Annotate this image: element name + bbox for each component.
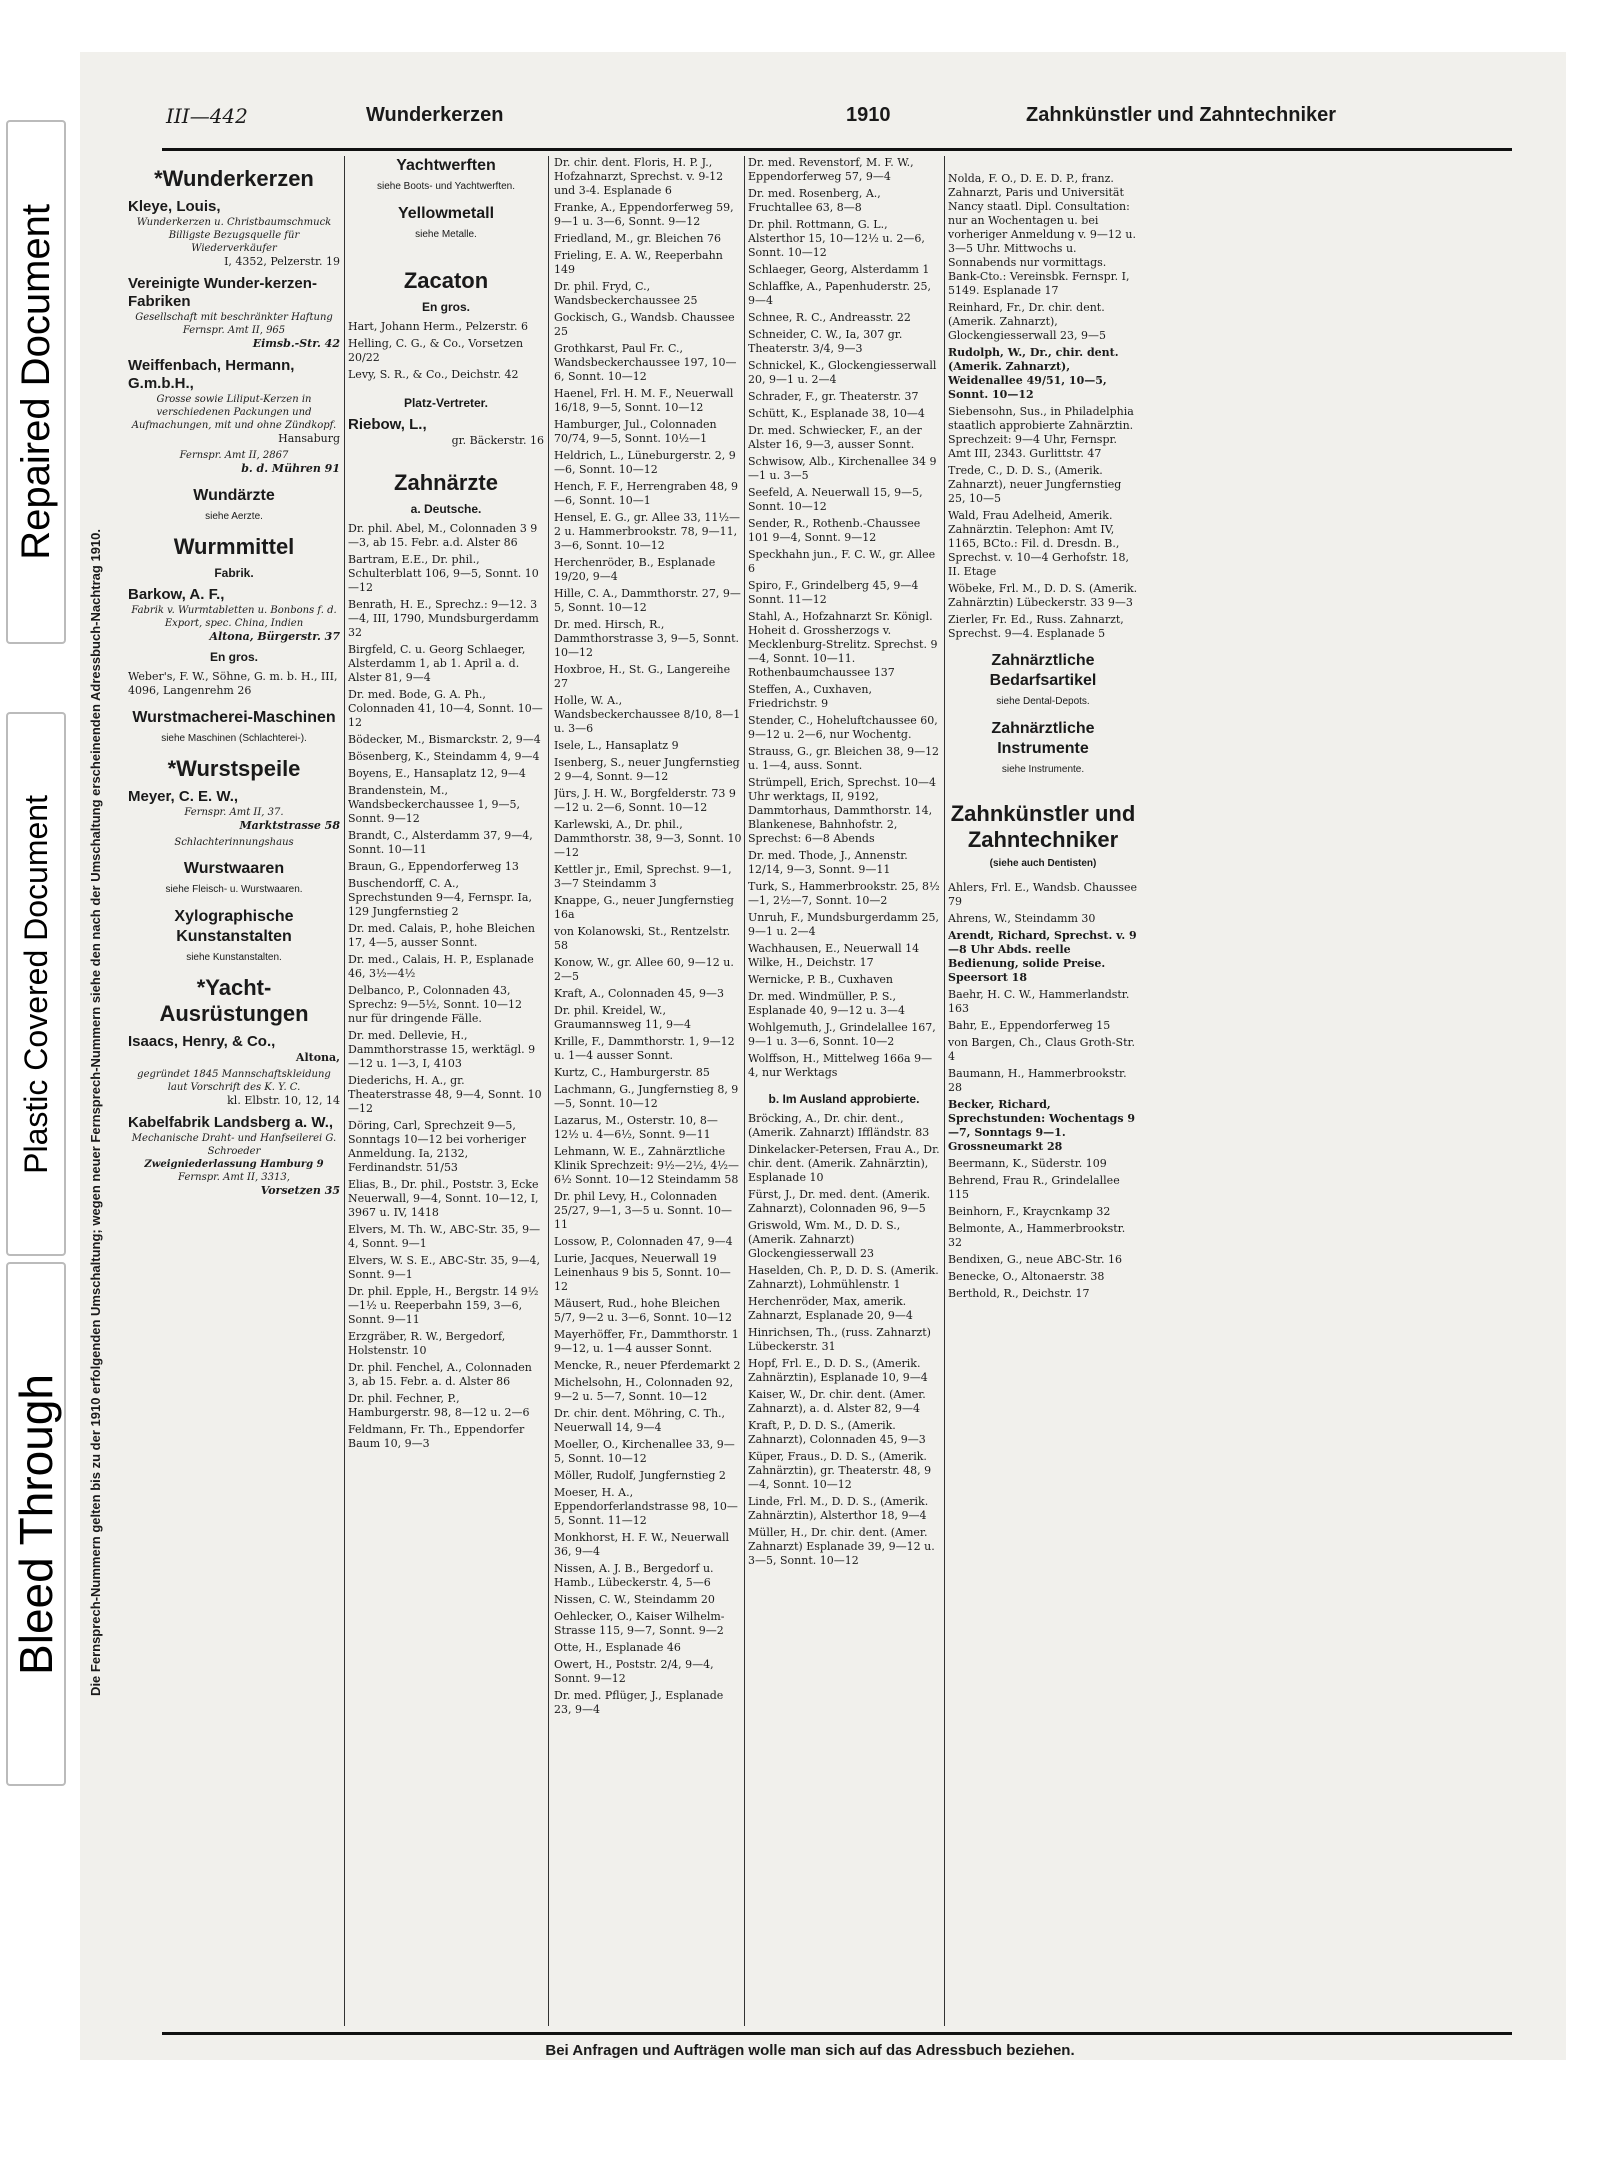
- directory-entry: Dr. phil. Fryd, C., Wandsbeckerchaussee 25: [554, 280, 698, 307]
- directory-entry: Dr. med. Dellevie, H., Dammthorstrasse 15, werktägl. 9—12 u. 1—3, I, 4103: [348, 1029, 536, 1070]
- directory-entry: Moeser, H. A., Eppendorferlandstrasse 98, 10—5, Sonnt. 11—12: [554, 1486, 738, 1527]
- directory-entry: Möller, Rudolf, Jungfernstieg 2: [554, 1469, 726, 1482]
- directory-entry: Brandt, C., Alsterdamm 37, 9—4, Sonnt. 10—11: [348, 829, 533, 856]
- repaired-label: Repaired Document: [6, 120, 66, 644]
- firm-note: Billigste Bezugsquelle für Wiederverkäufer: [168, 230, 300, 254]
- directory-entry: Beinhorn, F., Kraycnkamp 32: [948, 1205, 1111, 1218]
- directory-entry: Mayerhöffer, Fr., Dammthorstr. 1 9—12, u. 1—4 ausser Sonnt.: [554, 1328, 739, 1355]
- directory-entry: Kraft, P., D. D. S., (Amerik. Zahnarzt), Colonnaden 45, 9—3: [748, 1419, 926, 1446]
- directory-entry: Hille, C. A., Dammthorstr. 27, 9—5, Sonnt. 10—12: [554, 587, 741, 614]
- directory-entry: Elias, B., Dr. phil., Poststr. 3, Ecke Neuerwall, 9—4, Sonnt. 10—12, I, 3967 u. IV, 1418: [348, 1178, 539, 1219]
- directory-entry: Karlewski, A., Dr. phil., Dammthorstr. 38, 9—3, Sonnt. 10—12: [554, 818, 742, 859]
- directory-entry: Hart, Johann Herm., Pelzerstr. 6: [348, 320, 529, 333]
- directory-entry: Weber's, F. W., Söhne, G. m. b. H., III, 4096, Langenrehm 26: [128, 670, 338, 697]
- section-title: Wurmmittel: [173, 534, 295, 559]
- firm-phone: Fernspr. Amt II, 3313,: [178, 1172, 290, 1183]
- firm-phone: I, 4352, Pelzerstr. 19: [224, 255, 340, 268]
- directory-entry: Dr. phil. Epple, H., Bergstr. 14 9½—1½ u. Reeperbahn 159, 3—6, Sonnt. 9—11: [348, 1285, 539, 1326]
- directory-entry: Wachhausen, E., Neuerwall 14 Wilke, H., Deichstr. 17: [748, 942, 920, 969]
- directory-entry: Belmonte, A., Hammerbrookstr. 32: [948, 1222, 1126, 1249]
- firm-name: Weiffenbach, Hermann, G.m.b.H.,: [128, 357, 295, 392]
- directory-entry: Holle, W. A., Wandsbeckerchaussee 8/10, 8—1 u. 3—6: [554, 694, 741, 735]
- directory-entry: Strauss, G., gr. Bleichen 38, 9—12 u. 1—4, auss. Sonnt.: [748, 745, 940, 772]
- directory-entry: Kurtz, C., Hamburgerstr. 85: [554, 1066, 710, 1079]
- directory-entry: Bröcking, A., Dr. chir. dent., (Amerik. Zahnarzt) Iffländstr. 83: [748, 1112, 930, 1139]
- directory-entry: Dr. med. Revenstorf, M. F. W., Eppendorferweg 57, 9—4: [748, 156, 914, 183]
- directory-entry: Diederichs, H. A., gr. Theaterstrasse 48, 9—4, Sonnt. 10—12: [348, 1074, 542, 1115]
- directory-entry: Hinrichsen, Th., (russ. Zahnarzt) Lübeckerstr. 31: [748, 1326, 931, 1353]
- header-rule: [162, 148, 1512, 151]
- firm-name: Kleye, Louis,: [128, 198, 221, 215]
- directory-entry: Rudolph, W., Dr., chir. dent. (Amerik. Zahnarzt), Weidenallee 49/51, 10—5, Sonnt. 10—12: [948, 346, 1119, 401]
- directory-entry: Bösenberg, K., Steindamm 4, 9—4: [348, 750, 540, 763]
- directory-entry: Dr. med. Thode, J., Annenstr. 12/14, 9—3, Sonnt. 9—11: [748, 849, 908, 876]
- firm-detail: Mechanische Draht- und Hanfseilerei G. Schroeder: [131, 1133, 337, 1157]
- directory-entry: Dr. chir. dent. Floris, H. P. J., Hofzahnarzt, Sprechst. v. 9-12 und 3-4. Esplanade 6: [554, 156, 724, 197]
- directory-entry: Dr. chir. dent. Möhring, C. Th., Neuerwall 14, 9—4: [554, 1407, 726, 1434]
- directory-entry: Dr. phil Levy, H., Colonnaden 25/27, 9—1, 3—5 u. Sonnt. 10—11: [554, 1190, 732, 1231]
- firm-name: Isaacs, Henry, & Co.,: [128, 1033, 276, 1050]
- directory-entry: Erzgräber, R. W., Bergedorf, Holstenstr. 10: [348, 1330, 506, 1357]
- directory-entry: Delbanco, P., Colonnaden 43, Sprechz: 9—5½, Sonnt. 10—12 nur für dringende Fälle.: [348, 984, 522, 1025]
- firm-detail: Fabrik v. Wurmtabletten u. Bonbons f. d. Export, spec. China, Indien: [131, 605, 337, 629]
- directory-entry: Konow, W., gr. Allee 60, 9—12 u. 2—5: [554, 956, 734, 983]
- directory-entry: Hamburger, Jul., Colonnaden 70/74, 9—5, Sonnt. 10½—1: [554, 418, 717, 445]
- directory-entry: Friedland, M., gr. Bleichen 76: [554, 232, 721, 245]
- subsection-title: Fabrik.: [214, 566, 254, 580]
- directory-entry: Baehr, H. C. W., Hammerlandstr. 163: [948, 988, 1130, 1015]
- directory-entry: Trede, C., D. D. S., (Amerik. Zahnarzt), neuer Jungfernstieg 25, 10—5: [948, 464, 1122, 505]
- directory-entry: Bahr, E., Eppendorferweg 15: [948, 1019, 1111, 1032]
- directory-entry: Herchenröder, B., Esplanade 19/20, 9—4: [554, 556, 716, 583]
- directory-entry: Dr. phil. Fenchel, A., Colonnaden 3, ab 15. Febr. a. d. Alster 86: [348, 1361, 532, 1388]
- directory-entry: Wohlgemuth, J., Grindelallee 167, 9—1 u. 3—6, Sonnt. 10—2: [748, 1021, 936, 1048]
- directory-entry: Griswold, Wm. M., D. D. S., (Amerik. Zahnarzt) Glockengiesserwall 23: [748, 1219, 901, 1260]
- directory-entry: Dr. phil. Rottmann, G. L., Alsterthor 15, 10—12½ u. 2—6, Sonnt. 10—12: [748, 218, 925, 259]
- section-note: siehe Instrumente.: [1001, 764, 1085, 775]
- firm-branch: Zweigniederlassung Hamburg 9: [144, 1159, 324, 1170]
- firm-phone: Fernspr. Amt II, 2867: [179, 450, 289, 461]
- directory-entry: Spiro, F., Grindelberg 45, 9—4 Sonnt. 11—12: [748, 579, 919, 606]
- firm-phone: Fernspr. Amt II, 965: [182, 325, 286, 336]
- directory-entry: Braun, G., Eppendorferweg 13: [348, 860, 519, 873]
- directory-entry: Brandenstein, M., Wandsbeckerchaussee 1, 9—5, Sonnt. 9—12: [348, 784, 521, 825]
- directory-entry: Linde, Frl. M., D. D. S., (Amerik. Zahnärztin), Alsterthor 18, 9—4: [748, 1495, 929, 1522]
- column-3: [554, 156, 742, 2026]
- directory-entry: Turk, S., Hammerbrookstr. 25, 8½—1, 2½—7, Sonnt. 10—2: [748, 880, 940, 907]
- directory-entry: Dr. med. Windmüller, P. S., Esplanade 40, 9—12 u. 3—4: [748, 990, 906, 1017]
- directory-entry: Dr. med. Hirsch, R., Dammthorstrasse 3, 9—5, Sonnt. 10—12: [554, 618, 740, 659]
- directory-entry: Frieling, E. A. W., Reeperbahn 149: [554, 249, 723, 276]
- directory-entry: Feldmann, Fr. Th., Eppendorfer Baum 10, 9—3: [348, 1423, 525, 1450]
- directory-entry: Grothkarst, Paul Fr. C., Wandsbeckerchaussee 197, 10—6, Sonnt. 10—12: [554, 342, 737, 383]
- firm-city: Altona,: [295, 1051, 340, 1064]
- column-4: [748, 156, 940, 2026]
- directory-entry: Krille, F., Dammthorstr. 1, 9—12 u. 1—4 ausser Sonnt.: [554, 1035, 735, 1062]
- directory-entry: Ahrens, W., Steindamm 30: [948, 912, 1096, 925]
- bleed-label: Bleed Through: [6, 1262, 66, 1786]
- firm-address: Marktstrasse 58: [239, 819, 340, 832]
- column-divider: [548, 156, 549, 2026]
- directory-entry: Dr. med. Pflüger, J., Esplanade 23, 9—4: [554, 1689, 724, 1716]
- section-title: Wurstmacherei-Maschinen: [132, 709, 336, 726]
- firm-detail: Gesellschaft mit beschränkter Haftung: [135, 312, 333, 323]
- section-title: Yachtwerften: [396, 157, 496, 174]
- directory-entry: Jürs, J. H. W., Borgfelderstr. 73 9—12 u. 2—6, Sonnt. 10—12: [554, 787, 736, 814]
- directory-entry: Dr. med. Rosenberg, A., Fruchtallee 63, 8—8: [748, 187, 881, 214]
- directory-entry: Isele, L., Hansaplatz 9: [554, 739, 679, 752]
- column-5: [948, 156, 1138, 2026]
- directory-entry: Schnickel, K., Glockengiesserwall 20, 9—1 u. 2—4: [748, 359, 937, 386]
- section-note: siehe Maschinen (Schlachterei-).: [161, 733, 307, 744]
- directory-entry: Schnee, R. C., Andreasstr. 22: [748, 311, 911, 324]
- directory-entry: Strümpell, Erich, Sprechst. 10—4 Uhr werktags, II, 9192, Dammtorhaus, Dammthorstr. 14, Blankenese, Bahnhofstr. 2, Sprechst: 6—8 Abends: [748, 776, 936, 845]
- directory-entry: Kettler jr., Emil, Sprechst. 9—1, 3—7 Steindamm 3: [554, 863, 732, 890]
- directory-entry: Wöbeke, Frl. M., D. D. S. (Amerik. Zahnärztin) Lübeckerstr. 33 9—3: [948, 582, 1138, 609]
- directory-entry: Franke, A., Eppendorferweg 59, 9—1 u. 3—6, Sonnt. 9—12: [554, 201, 734, 228]
- column-divider: [944, 156, 945, 2026]
- directory-entry: Zierler, Fr. Ed., Russ. Zahnarzt, Sprechst. 9—4. Esplanade 5: [948, 613, 1124, 640]
- directory-entry: Schütt, K., Esplanade 38, 10—4: [748, 407, 925, 420]
- directory-entry: Oehlecker, O., Kaiser Wilhelm-Strasse 115, 9—7, Sonnt. 9—2: [554, 1610, 725, 1637]
- zacaton-list: [348, 320, 544, 382]
- directory-entry: Dr. phil. Fechner, P., Hamburgerstr. 98, 8—12 u. 2—6: [348, 1392, 530, 1419]
- directory-entry: Helling, C. G., & Co., Vorsetzen 20/22: [348, 337, 524, 364]
- column-1: [128, 156, 340, 2026]
- header-year: 1910: [846, 104, 891, 126]
- directory-entry: Hensel, E. G., gr. Allee 33, 11½—2 u. Hammerbrookstr. 78, 9—11, 3—6, Sonnt. 10—12: [554, 511, 740, 552]
- firm-name: Meyer, C. E. W.,: [128, 788, 239, 805]
- directory-entry: Wernicke, P. B., Cuxhaven: [748, 973, 894, 986]
- directory-entry: Dr. phil. Abel, M., Colonnaden 3 9—3, ab 15. Febr. a.d. Alster 86: [348, 522, 538, 549]
- directory-entry: Kraft, A., Colonnaden 45, 9—3: [554, 987, 724, 1000]
- firm-name: Kabelfabrik Landsberg a. W.,: [128, 1114, 334, 1131]
- subsection-title: Platz-Vertreter.: [403, 396, 489, 410]
- directory-entry: Levy, S. R., & Co., Deichstr. 42: [348, 368, 519, 381]
- directory-entry: Moeller, O., Kirchenallee 33, 9—5, Sonnt. 10—12: [554, 1438, 735, 1465]
- section-note: siehe Dental-Depots.: [996, 696, 1090, 707]
- directory-entry: Lachmann, G., Jungfernstieg 8, 9—5, Sonnt. 10—12: [554, 1083, 739, 1110]
- firm-phone: Fernspr. Amt II, 37.: [184, 807, 284, 818]
- directory-entry: Dr. med. Calais, P., hohe Bleichen 17, 4—5, ausser Sonnt.: [348, 922, 535, 949]
- directory-entry: Stender, C., Hoheluftchaussee 60, 9—12 u. 2—6, nur Wochentg.: [748, 714, 938, 741]
- subsection-title: En gros.: [209, 650, 258, 664]
- section-title: Zahnärztliche Bedarfsartikel: [989, 652, 1097, 689]
- directory-entry: Buschendorff, C. A., Sprechstunden 9—4, Fernspr. Ia, 129 Jungfernstieg 2: [348, 877, 532, 918]
- plastic-label: Plastic Covered Document: [6, 712, 66, 1256]
- directory-entry: Arendt, Richard, Sprechst. v. 9—8 Uhr Abds. reelle Bedienung, solide Preise. Speersort 18: [948, 929, 1137, 984]
- section-title: Wurstwaaren: [183, 860, 285, 877]
- firm-detail: Grosse sowie Liliput-Kerzen in verschiedenen Packungen und Aufmachungen, mit und ohne Zündkopf.: [131, 394, 337, 431]
- directory-entry: Schlaffke, A., Papenhuderstr. 25, 9—4: [748, 280, 931, 307]
- page-number: III—442: [166, 104, 248, 128]
- foreign-dentist-list: [748, 1112, 940, 1568]
- directory-entry: Haenel, Frl. H. M. F., Neuerwall 16/18, 9—5, Sonnt. 10—12: [554, 387, 734, 414]
- page-header: [166, 96, 1496, 136]
- dentist-list: [554, 156, 742, 1717]
- firm-city: Hansaburg: [278, 432, 340, 445]
- directory-entry: Dinkelacker-Petersen, Frau A., Dr. chir. dent. (Amerik. Zahnärztin), Esplanade 10: [748, 1143, 940, 1184]
- directory-entry: Lehmann, W. E., Zahnärztliche Klinik Sprechzeit: 9½—2½, 4½—6½ Sonnt. 10—12 Steindamm 58: [554, 1145, 740, 1186]
- column-2: [348, 156, 544, 2026]
- directory-entry: Birgfeld, C. u. Georg Schlaeger, Alsterdamm 1, ab 1. April a. d. Alster 81, 9—4: [348, 643, 526, 684]
- firm-name: Barkow, A. F.,: [128, 586, 225, 603]
- footer-rule: [162, 2032, 1512, 2035]
- directory-entry: Owert, H., Poststr. 2/4, 9—4, Sonnt. 9—12: [554, 1658, 714, 1685]
- section-title: Wundärzte: [193, 487, 275, 504]
- subsection-title: a. Deutsche.: [410, 502, 482, 516]
- section-note: siehe Metalle.: [415, 229, 477, 240]
- section-note: siehe Fleisch- u. Wurstwaaren.: [165, 884, 303, 895]
- directory-entry: Mencke, R., neuer Pferdemarkt 2: [554, 1359, 741, 1372]
- section-note: siehe Aerzte.: [205, 511, 263, 522]
- directory-entry: Hench, F. F., Herrengraben 48, 9—6, Sonnt. 10—1: [554, 480, 738, 507]
- firm-address: Vorsetzen 35: [260, 1184, 340, 1197]
- directory-entry: Seefeld, A. Neuerwall 15, 9—5, Sonnt. 10—12: [748, 486, 923, 513]
- firm-detail: Schlachterinnungshaus: [174, 837, 294, 848]
- directory-entry: Becker, Richard, Sprechstunden: Wochentags 9—7, Sonntags 9—1. Grossneumarkt 28: [948, 1098, 1136, 1153]
- section-title: Xylographische Kunstanstalten: [174, 908, 294, 945]
- firm-address: Eimsb.-Str. 42: [252, 337, 340, 350]
- section-title: *Yacht-Ausrüstungen: [159, 975, 309, 1026]
- directory-entry: Dr. phil. Kreidel, W., Graumannsweg 11, 9—4: [554, 1004, 691, 1031]
- directory-entry: Hopf, Frl. E., D. D. S., (Amerik. Zahnärztin), Esplanade 10, 9—4: [748, 1357, 928, 1384]
- subsection-title: b. Im Ausland approbierte.: [768, 1092, 920, 1106]
- directory-entry: Hoxbroe, H., St. G., Langereihe 27: [554, 663, 731, 690]
- directory-entry: Nissen, C. W., Steindamm 20: [554, 1593, 715, 1606]
- directory-entry: Bartram, E.E., Dr. phil., Schulterblatt 106, 9—5, Sonnt. 10—12: [348, 553, 539, 594]
- directory-entry: Lossow, P., Colonnaden 47, 9—4: [554, 1235, 733, 1248]
- firm-detail: gegründet 1845 Mannschaftskleidung laut Vorschrift des K. Y. C.: [137, 1069, 331, 1093]
- directory-entry: Elvers, W. S. E., ABC-Str. 35, 9—4, Sonnt. 9—1: [348, 1254, 541, 1281]
- section-note: (siehe auch Dentisten): [989, 858, 1097, 869]
- directory-entry: Monkhorst, H. F. W., Neuerwall 36, 9—4: [554, 1531, 730, 1558]
- section-title: *Wunderkerzen: [154, 166, 314, 191]
- document-page: [80, 52, 1566, 2060]
- directory-entry: Müller, H., Dr. chir. dent. (Amer. Zahnarzt) Esplanade 39, 9—12 u. 3—5, Sonnt. 10—12: [748, 1526, 935, 1567]
- section-title: Yellowmetall: [397, 205, 495, 222]
- directory-entry: Otte, H., Esplanade 46: [554, 1641, 681, 1654]
- subsection-title: En gros.: [421, 300, 470, 314]
- dentist-list: [948, 172, 1138, 641]
- directory-entry: Dr. med., Calais, H. P., Esplanade 46, 3½—4½: [348, 953, 534, 980]
- directory-entry: Michelsohn, H., Colonnaden 92, 9—2 u. 5—7, Sonnt. 10—12: [554, 1376, 734, 1403]
- vertical-phone-note: Die Fernsprech-Nummern gelten bis zu der 1910 erfolgenden Umschaltung; wegen neuer Fernsprech-Nummern siehe den nach der Umschaltung erscheinenden Adressbuch-Nachtrag 1910.: [87, 528, 103, 1696]
- directory-entry: Isenberg, S., neuer Jungfernstieg 2 9—4, Sonnt. 9—12: [554, 756, 740, 783]
- directory-entry: Behrend, Frau R., Grindelallee 115: [948, 1174, 1120, 1201]
- directory-entry: Dr. med. Schwiecker, F., an der Alster 16, 9—3, ausser Sonnt.: [748, 424, 922, 451]
- directory-entry: Beermann, K., Süderstr. 109: [948, 1157, 1107, 1170]
- directory-entry: Reinhard, Fr., Dr. chir. dent. (Amerik. Zahnarzt), Glockengiesserwall 23, 9—5: [948, 301, 1106, 342]
- directory-entry: Haselden, Ch. P., D. D. S. (Amerik. Zahnarzt), Lohmühlenstr. 1: [748, 1264, 939, 1291]
- directory-entry: Schneider, C. W., Ia, 307 gr. Theaterstr. 3/4, 9—3: [748, 328, 903, 355]
- directory-entry: Schlaeger, Georg, Alsterdamm 1: [748, 263, 930, 276]
- page-footer: Bei Anfragen und Aufträgen wolle man sich auf das Adressbuch beziehen.: [545, 2042, 1075, 2059]
- section-title: *Wurstspeile: [167, 756, 301, 781]
- directory-entry: Fürst, J., Dr. med. dent. (Amerik. Zahnarzt), Colonnaden 96, 9—5: [748, 1188, 931, 1215]
- directory-entry: Benrath, H. E., Sprechz.: 9—12. 3—4, III, 1790, Mundsburgerdamm 32: [348, 598, 539, 639]
- directory-entry: Steffen, A., Cuxhaven, Friedrichstr. 9: [748, 683, 872, 710]
- directory-entry: Bödecker, M., Bismarckstr. 2, 9—4: [348, 733, 541, 746]
- firm-address: kl. Elbstr. 10, 12, 14: [227, 1094, 340, 1107]
- section-title: Zahnärztliche Instrumente: [991, 720, 1095, 757]
- directory-entry: Speckhahn jun., F. C. W., gr. Allee 6: [748, 548, 936, 575]
- header-right-keyword: Zahnkünstler und Zahntechniker: [1026, 104, 1337, 126]
- firm-name: Riebow, L.,: [348, 416, 427, 433]
- directory-entry: Heldrich, L., Lüneburgerstr. 2, 9—6, Sonnt. 10—12: [554, 449, 736, 476]
- directory-entry: Ahlers, Frl. E., Wandsb. Chaussee 79: [948, 881, 1138, 908]
- firm-address: b. d. Mühren 91: [241, 462, 340, 475]
- technician-list: [948, 881, 1138, 1301]
- directory-entry: Herchenröder, Max, amerik. Zahnarzt, Esplanade 20, 9—4: [748, 1295, 913, 1322]
- firm-address: Altona, Bürgerstr. 37: [209, 630, 340, 643]
- directory-entry: Wald, Frau Adelheid, Amerik. Zahnärztin. Telephon: Amt IV, 1165, BCto.: Fil. d. Dresdn. B., Sprechst. v. 10—4 Gerhofstr. 18, II. Etage: [948, 509, 1129, 578]
- directory-entry: Berthold, R., Deichstr. 17: [948, 1287, 1090, 1300]
- directory-entry: Baumann, H., Hammerbrookstr. 28: [948, 1067, 1127, 1094]
- dentist-list: [748, 156, 940, 1080]
- directory-entry: Wolffson, H., Mittelweg 166a 9—4, nur Werktags: [748, 1052, 933, 1079]
- directory-entry: von Bargen, Ch., Claus Groth-Str. 4: [948, 1036, 1136, 1063]
- directory-entry: Schrader, F., gr. Theaterstr. 37: [748, 390, 919, 403]
- firm-detail: Wunderkerzen u. Christbaumschmuck: [136, 217, 332, 228]
- directory-entry: von Kolanowski, St., Rentzelstr. 58: [554, 925, 731, 952]
- directory-entry: Mäusert, Rud., hohe Bleichen 5/7, 9—2 u. 3—6, Sonnt. 10—12: [554, 1297, 732, 1324]
- directory-entry: Nolda, F. O., D. E. D. P., franz. Zahnarzt, Paris und Universität Nancy staatl. Dipl. Consultation: nur an Wochentagen u. bei vorheriger Anmeldung v. 9—12 u. 3—5 Uhr. Mittwochs u. Sonnabends nur vormittags. Bank-Cto.: Vereinsbk. Fernspr. I, 5149. Esplanade 17: [948, 172, 1136, 297]
- directory-entry: Siebensohn, Sus., in Philadelphia staatlich approbierte Zahnärztin. Sprechzeit: 9—4 Uhr, Fernspr. Amt III, 2343. Gurlittstr. 47: [948, 405, 1134, 460]
- header-left-keyword: Wunderkerzen: [366, 104, 504, 126]
- column-divider: [344, 156, 345, 2026]
- section-title: Zahnärzte: [394, 470, 498, 495]
- firm-address: gr. Bäckerstr. 16: [451, 434, 544, 447]
- firm-name: Vereinigte Wunder-kerzen-Fabriken: [128, 275, 317, 310]
- dentist-list: [348, 522, 544, 1451]
- section-title: Zahnkünstler und Zahntechniker: [950, 801, 1136, 852]
- directory-entry: Dr. med. Bode, G. A. Ph., Colonnaden 41, 10—4, Sonnt. 10—12: [348, 688, 543, 729]
- directory-entry: Lazarus, M., Osterstr. 10, 8—12½ u. 4—6½, Sonnt. 9—11: [554, 1114, 718, 1141]
- directory-entry: Unruh, F., Mundsburgerdamm 25, 9—1 u. 2—4: [748, 911, 939, 938]
- directory-entry: Nissen, A. J. B., Bergedorf u. Hamb., Lübeckerstr. 4, 5—6: [554, 1562, 714, 1589]
- directory-entry: Schwisow, Alb., Kirchenallee 34 9—1 u. 3—5: [748, 455, 937, 482]
- directory-entry: Sender, R., Rothenb.-Chaussee 101 9—4, Sonnt. 9—12: [748, 517, 921, 544]
- directory-entry: Gockisch, G., Wandsb. Chaussee 25: [554, 311, 735, 338]
- directory-entry: Stahl, A., Hofzahnarzt Sr. Königl. Hoheit d. Grossherzogs v. Mecklenburg-Strelitz. Sprechst. 9—4, Sonnt. 10—11. Rothenbaumchaussee 137: [748, 610, 938, 679]
- directory-entry: Bendixen, G., neue ABC-Str. 16: [948, 1253, 1122, 1266]
- directory-entry: Boyens, E., Hansaplatz 12, 9—4: [348, 767, 526, 780]
- directory-entry: Kaiser, W., Dr. chir. dent. (Amer. Zahnarzt), a. d. Alster 82, 9—4: [748, 1388, 926, 1415]
- section-title: Zacaton: [403, 268, 489, 293]
- directory-entry: Lurie, Jacques, Neuerwall 19 Leinenhaus 9 bis 5, Sonnt. 10—12: [554, 1252, 731, 1293]
- directory-entry: Elvers, M. Th. W., ABC-Str. 35, 9—4, Sonnt. 9—1: [348, 1223, 541, 1250]
- column-divider: [744, 156, 745, 2026]
- section-note: siehe Boots- und Yachtwerften.: [376, 181, 516, 192]
- directory-entry: Benecke, O., Altonaerstr. 38: [948, 1270, 1105, 1283]
- directory-entry: Döring, Carl, Sprechzeit 9—5, Sonntags 10—12 bei vorheriger Anmeldung. Ia, 2132, Ferdinandstr. 51/53: [348, 1119, 526, 1174]
- directory-entry: Knappe, G., neuer Jungfernstieg 16a: [554, 894, 734, 921]
- directory-entry: Küper, Fraus., D. D. S., (Amerik. Zahnärztin), gr. Theaterstr. 48, 9—4, Sonnt. 10—12: [748, 1450, 932, 1491]
- section-note: siehe Kunstanstalten.: [186, 952, 282, 963]
